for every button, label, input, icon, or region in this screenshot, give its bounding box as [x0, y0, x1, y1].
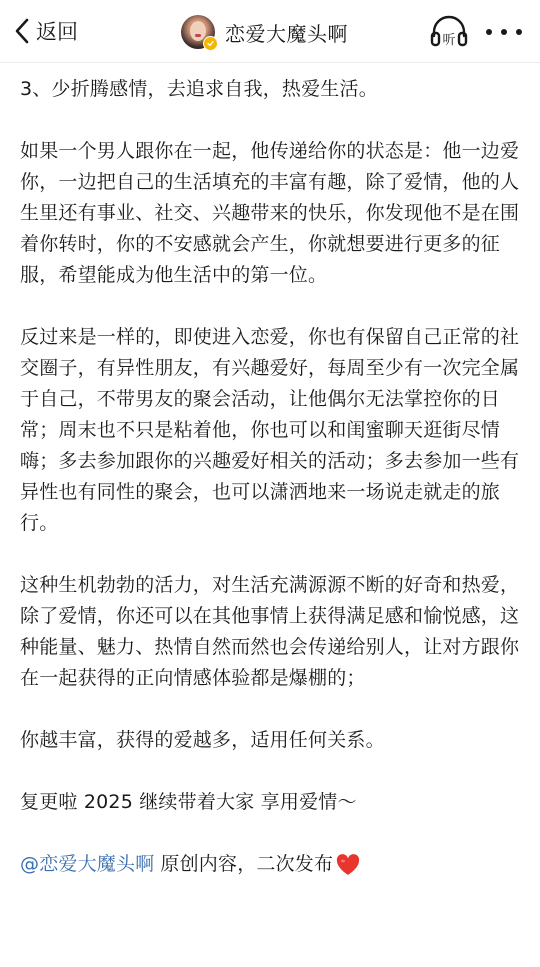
paragraph: 你越丰富，获得的爱越多，适用任何关系。	[20, 729, 385, 751]
headphones-icon	[429, 15, 469, 49]
verified-badge-icon	[203, 36, 218, 51]
avatar[interactable]	[181, 15, 215, 49]
more-dot	[486, 29, 492, 35]
paragraph: 如果一个男人跟你在一起，他传递给你的状态是：他一边爱你，一边把自己的生活填充的丰富有趣，除了爱情，他的人生里还有事业、社交、兴趣带来的快乐，你发现他不是在围着你转时，你的不安感就会产生，你就想要进行更多的征服，希望能成为他生活中的第一位。	[20, 140, 520, 286]
chevron-left-icon	[14, 14, 36, 48]
listen-label: 听	[442, 33, 456, 48]
more-button[interactable]	[486, 20, 522, 44]
paragraph: 这种生机勃勃的活力，对生活充满源源不断的好奇和热爱，除了爱情，你还可以在其他事情上获得满足感和愉悦感，这种能量、魅力、热情自然而然也会传递给别人，让对方跟你在一起获得的正向情感体验都是爆棚的；	[20, 574, 520, 689]
listen-button[interactable]	[429, 15, 469, 49]
red-heart-icon	[335, 853, 361, 877]
back-label: 返回	[36, 20, 78, 44]
paragraph: 反过来是一样的，即使进入恋爱，你也有保留自己正常的社交圈子，有异性朋友，有兴趣爱好，每周至少有一次完全属于自己，不带男友的聚会活动，让他偶尔无法掌控你的日常；周末也不只是粘着他，你也可以和闺蜜聊天逛街尽情嗨；多去参加跟你的兴趣爱好相关的活动；多去参加一些有异性也有同性的聚会，也可以潇洒地来一场说走就走的旅行。	[20, 326, 520, 534]
author-header[interactable]	[181, 13, 348, 51]
more-dot	[501, 29, 507, 35]
avatar-lips	[195, 34, 201, 37]
signature-line	[20, 849, 525, 880]
article-body	[20, 74, 525, 880]
page-title: 恋爱大魔头啊	[225, 21, 348, 46]
top-nav-bar	[0, 0, 540, 63]
back-button[interactable]	[14, 14, 78, 48]
signature-text: 原创内容，二次发布	[160, 853, 334, 875]
paragraph: 3、少折腾感情，去追求自我，热爱生活。	[20, 78, 378, 100]
paragraph: 复更啦 2025 继续带着大家 享用爱情～	[20, 791, 357, 813]
author-mention-link[interactable]: @恋爱大魔头啊	[20, 853, 155, 875]
more-dot	[516, 29, 522, 35]
